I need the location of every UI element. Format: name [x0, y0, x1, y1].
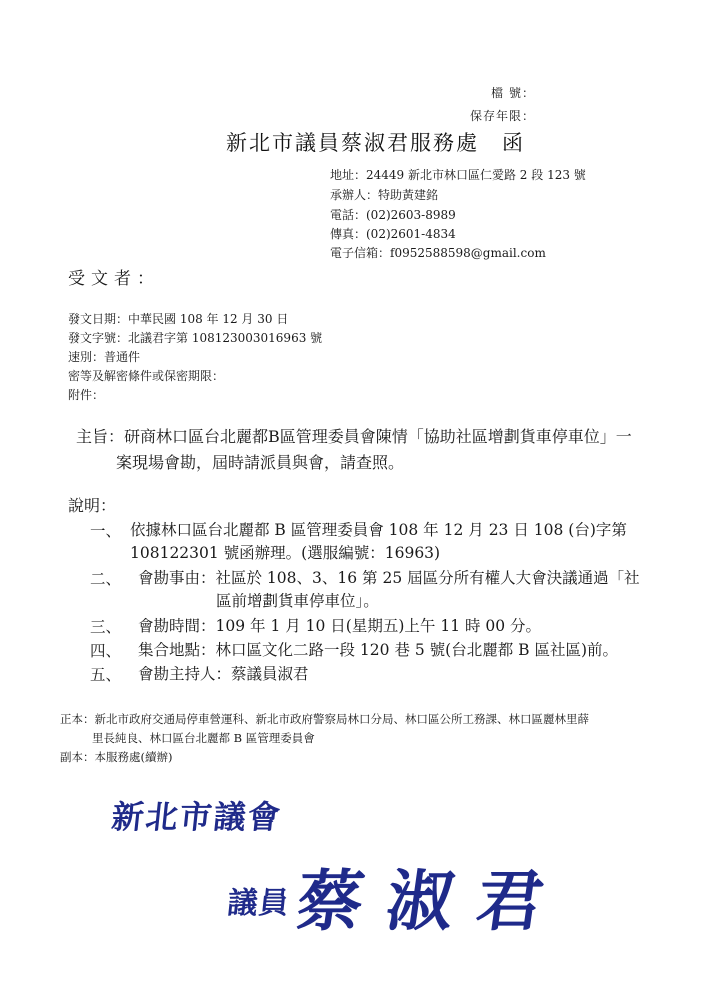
item-2-line-1: 會勘事由：社區於 108、3、16 第 25 屆區分所有權人大會決議通過「社 — [138, 569, 640, 587]
retention-period-label: 保存年限： — [469, 109, 535, 123]
councilor-name-seal: 蔡淑君 — [291, 863, 573, 940]
item-4-line-1: 集合地點：林口區文化二路一段 120 巷 5 號(台北麗都 B 區社區)前。 — [138, 641, 618, 659]
secrecy-level: 密等及解密條件或保密期限： — [68, 369, 225, 383]
attachments: 附件： — [68, 388, 105, 402]
issue-date: 發文日期：中華民國 108 年 12 月 30 日 — [68, 312, 289, 326]
item-2-line-2: 區前增劃貨車停車位」。 — [216, 592, 379, 610]
main-recipients: 正本：新北市政府交通局停車營運科、新北市政府警察局林口分局、林口區公所工務課、林口區麗林里薛 — [60, 712, 589, 726]
item-1-line-1: 依據林口區台北麗都 B 區管理委員會 108 年 12 月 23 日 108 (台)字第 — [130, 521, 627, 539]
document-title: 新北市議員蔡淑君服務處 函 — [226, 131, 525, 155]
item-3-line-1: 會勘時間：109 年 1 月 10 日(星期五)上午 11 時 00 分。 — [138, 617, 542, 635]
item-number: 五、 — [90, 666, 122, 684]
subject-line-2: 案現場會勘，屆時請派員與會，請查照。 — [116, 453, 405, 472]
item-1-line-2: 108122301 號函辦理。(選服編號：16963) — [130, 544, 441, 562]
item-5-line-1: 會勘主持人：蔡議員淑君 — [138, 665, 309, 683]
council-seal-text: 新北市議會 — [109, 798, 284, 836]
phone-number: 電話：(02)2603-8989 — [330, 208, 456, 222]
copy-recipients: 副本：本服務處(續辦) — [60, 750, 173, 764]
file-number-label: 檔 號： — [491, 86, 535, 100]
recipient-label: 受文者： — [68, 269, 160, 289]
subject-line-1: 主旨：研商林口區台北麗都B區管理委員會陳情「協助社區增劃貨車停車位」一 — [76, 427, 632, 446]
item-number: 一、 — [90, 522, 122, 540]
councilor-title-seal: 議員 — [225, 886, 292, 921]
sender-address: 地址：24449 新北市林口區仁愛路 2 段 123 號 — [330, 168, 586, 182]
email-address: 電子信箱：f0952588598@gmail.com — [330, 246, 546, 260]
explanation-heading: 說明： — [68, 496, 117, 515]
delivery-speed: 速別：普通件 — [68, 350, 141, 364]
item-number: 四、 — [90, 642, 122, 660]
item-number: 三、 — [90, 618, 122, 636]
main-recipients-continued: 里長純良、林口區台北麗都 B 區管理委員會 — [92, 731, 315, 745]
item-number: 二、 — [90, 570, 122, 588]
fax-number: 傳真：(02)2601-4834 — [330, 227, 456, 241]
document-number: 發文字號：北議君字第 108123003016963 號 — [68, 331, 323, 345]
handler-name: 承辦人：特助黃建銘 — [330, 188, 439, 202]
subject-paragraph — [76, 424, 676, 476]
